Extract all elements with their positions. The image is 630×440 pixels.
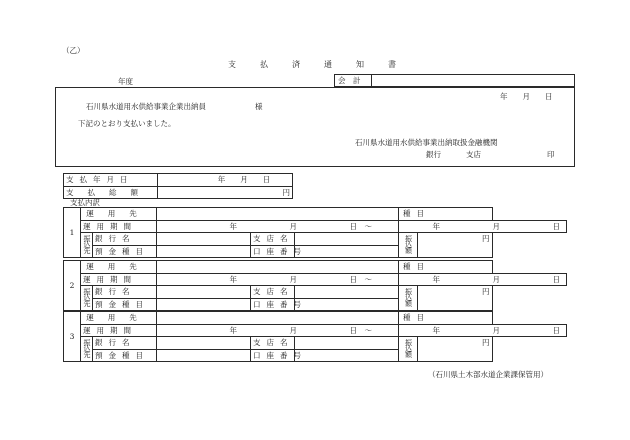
deposit-type-label: 預金種目 — [93, 245, 157, 258]
bank-name-label: 銀行名 — [93, 337, 157, 350]
payee-label: 運用先 — [81, 208, 157, 221]
payee-label: 運用先 — [81, 261, 157, 274]
period-end: 年 月 日 — [399, 220, 567, 233]
entry-table — [63, 207, 567, 258]
branch-name-value — [295, 337, 399, 350]
period-label: 運用期間 — [81, 324, 157, 337]
payee-label: 運用先 — [81, 312, 157, 325]
document-title: 支払済通知書 — [228, 60, 420, 69]
type-label: 種目 — [399, 208, 492, 221]
deposit-type-label: 預金種目 — [93, 298, 157, 311]
financial-institution: 石川県水道用水供給事業出納取扱金融機関 — [355, 138, 498, 147]
payment-date-value: 年 月 日 — [158, 174, 293, 187]
period-label: 運用期間 — [81, 220, 157, 233]
branch-name-value — [295, 233, 399, 246]
entry-table — [63, 311, 567, 362]
branch-name-label: 支店名 — [251, 337, 295, 350]
transfer-amount-yen: 円 — [418, 286, 492, 311]
payee-value — [157, 261, 399, 274]
transfer-to-label: 振込先 — [83, 288, 91, 307]
entry-number: 3 — [64, 312, 81, 362]
period-end: 年 月 日 — [399, 273, 567, 286]
notice-message: 下記のとおり支払いました。 — [78, 119, 176, 128]
branch-name-label: 支店名 — [251, 286, 295, 299]
entry-table — [63, 260, 567, 311]
account-divider — [371, 74, 372, 87]
entry-number: 2 — [64, 261, 81, 311]
bank-name-value — [157, 286, 251, 299]
transfer-amount-label: 振込額 — [404, 235, 413, 254]
period-label: 運用期間 — [81, 273, 157, 286]
notice-date: 年 月 日 — [500, 92, 553, 101]
bank-label: 銀行 — [426, 150, 441, 159]
total-amount-yen: 円 — [158, 186, 293, 199]
bank-name-label: 銀行名 — [93, 286, 157, 299]
branch-label: 支店 — [466, 150, 481, 159]
bank-name-value — [157, 337, 251, 350]
transfer-amount-label: 振込額 — [404, 339, 413, 358]
addressee: 石川県水道用水供給事業企業出納員 — [86, 102, 206, 111]
fiscal-year-label: 年度 — [118, 77, 133, 86]
payee-value — [157, 208, 399, 221]
honorific: 様 — [255, 102, 263, 111]
account-number-label: 口座番号 — [251, 245, 295, 258]
transfer-amount-yen: 円 — [418, 337, 492, 362]
account-number-value — [295, 245, 399, 258]
type-label: 種目 — [399, 261, 492, 274]
payee-value — [157, 312, 399, 325]
deposit-type-value — [157, 298, 251, 311]
transfer-to-label: 振込先 — [83, 235, 91, 254]
bank-name-value — [157, 233, 251, 246]
period-start: 年 月 日 ～ — [157, 324, 399, 337]
account-label: 会 計 — [338, 76, 361, 85]
transfer-amount-label: 振込額 — [404, 288, 413, 307]
period-start: 年 月 日 ～ — [157, 273, 399, 286]
deposit-type-value — [157, 245, 251, 258]
breakdown-label: 支払内訳 — [70, 198, 100, 207]
form-variant: （乙） — [62, 46, 85, 55]
account-number-label: 口座番号 — [251, 349, 295, 362]
branch-name-value — [295, 286, 399, 299]
deposit-type-label: 預金種目 — [93, 349, 157, 362]
type-label: 種目 — [399, 312, 492, 325]
total-amount-label: 支払総額 — [64, 186, 158, 199]
period-end: 年 月 日 — [399, 324, 567, 337]
account-number-value — [295, 349, 399, 362]
footer-note: （石川県土木部水道企業課保管用） — [428, 370, 548, 379]
bank-name-label: 銀行名 — [93, 233, 157, 246]
summary-table — [63, 173, 293, 199]
account-number-value — [295, 298, 399, 311]
branch-name-label: 支店名 — [251, 233, 295, 246]
payment-date-label: 支払年月日 — [64, 174, 158, 187]
account-number-label: 口座番号 — [251, 298, 295, 311]
seal-label: 印 — [547, 150, 555, 159]
entry-number: 1 — [64, 208, 81, 258]
transfer-amount-yen: 円 — [418, 233, 492, 258]
deposit-type-value — [157, 349, 251, 362]
transfer-to-label: 振込先 — [83, 339, 91, 358]
period-start: 年 月 日 ～ — [157, 220, 399, 233]
